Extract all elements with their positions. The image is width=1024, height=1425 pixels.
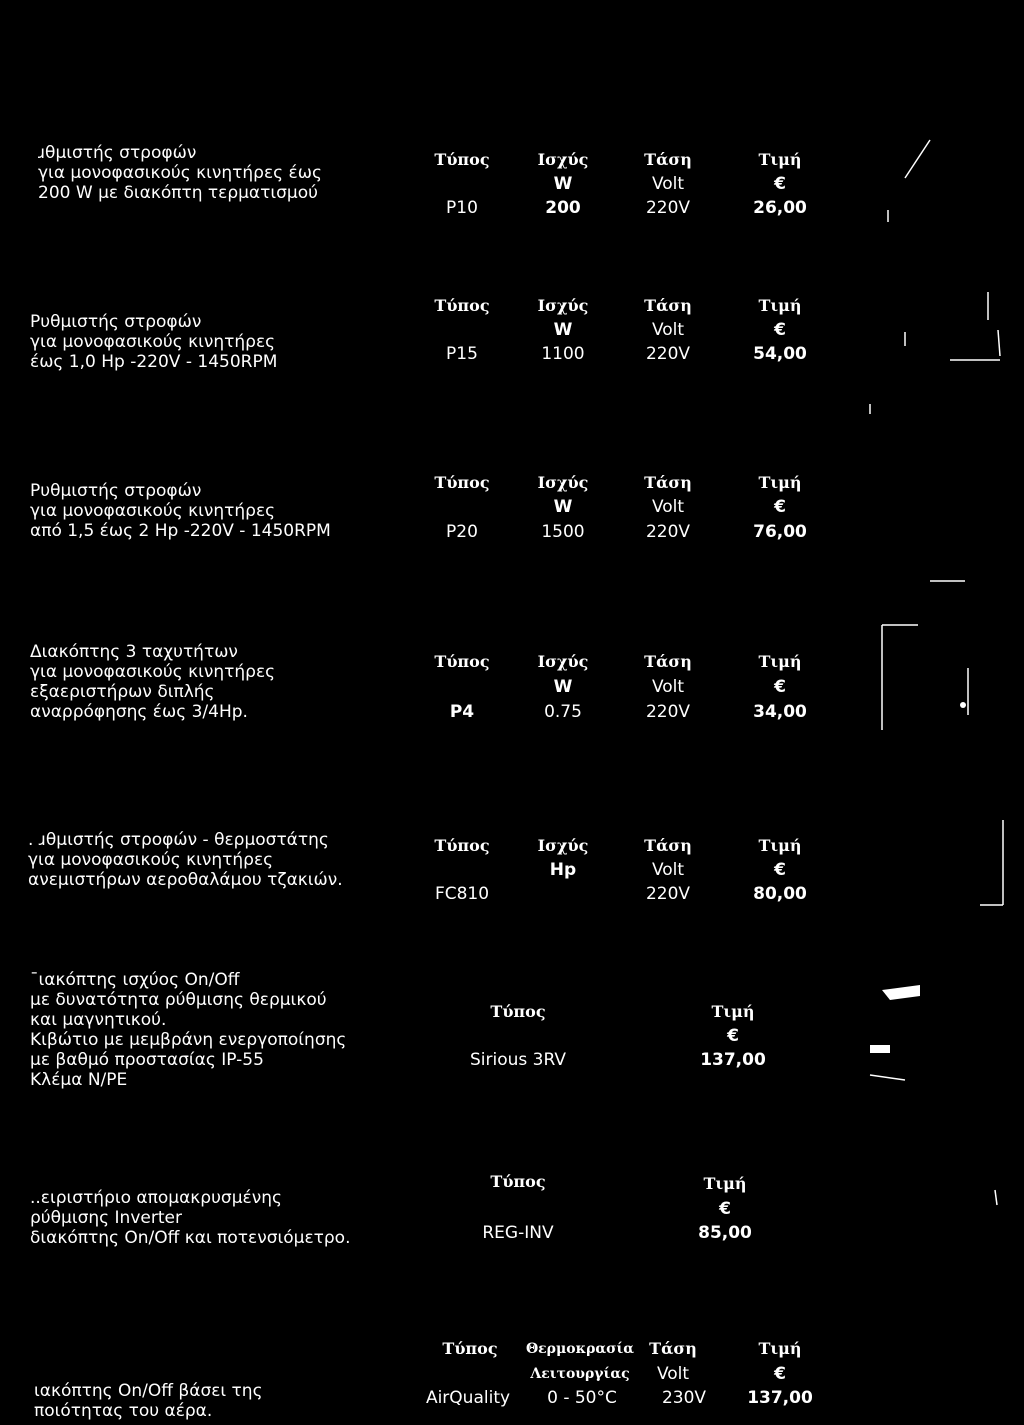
unit-voltage: Volt — [651, 677, 685, 697]
header-price: Τιμή — [758, 652, 802, 671]
description-line: . ɹθμιστής στροφών - θερμοστάτης — [28, 830, 329, 850]
header-price: Τιμή — [758, 150, 802, 169]
value-price: 76,00 — [753, 522, 807, 542]
unit-price: € — [774, 1364, 786, 1384]
description-line: 200 W με διακόπτη τερματισμού — [38, 183, 318, 203]
value-power: 0.75 — [544, 702, 582, 722]
value-type: FC810 — [434, 884, 490, 904]
value-price: 80,00 — [753, 884, 807, 904]
description-line: για μονοφασικούς κινητήρες — [28, 850, 274, 870]
description-line: αναρρόφησης έως 3/4Hp. — [30, 702, 248, 722]
description-line: ιακόπτης On/Off βάσει της — [34, 1381, 263, 1401]
header-type: Τύπος — [442, 1339, 498, 1358]
value-price: 85,00 — [698, 1223, 752, 1243]
product-description — [30, 481, 331, 541]
unit-power: W — [553, 174, 573, 194]
header-type: Τύπος — [434, 473, 490, 492]
unit-voltage: Volt — [651, 174, 685, 194]
unit-voltage: Volt — [651, 497, 685, 517]
description-line: έως 1,0 Hp -220V - 1450RPM — [30, 352, 278, 372]
header-voltage: Τάση — [644, 652, 692, 671]
header-power: Ισχύς — [537, 473, 589, 492]
description-line: ɹθμιστής στροφών — [38, 143, 197, 163]
description-line: Κλέμα N/PE — [30, 1070, 128, 1090]
header-price: Τιμή — [758, 836, 802, 855]
product-description — [28, 830, 343, 890]
description-line: Κιβώτιο με μεμβράνη ενεργοποίησης — [30, 1030, 347, 1050]
header-voltage: Τάση — [644, 836, 692, 855]
description-line: με δυνατότητα ρύθμισης θερμικού — [30, 990, 327, 1010]
value-type: P4 — [449, 702, 475, 722]
description-line: εξαεριστήρων διπλής — [30, 682, 215, 702]
header-power: Ισχύς — [537, 150, 589, 169]
unit-power: W — [553, 320, 573, 340]
value-power: 1100 — [541, 344, 585, 364]
value-temperature: 0 - 50°C — [547, 1388, 617, 1408]
value-power: 1500 — [541, 522, 585, 542]
description-line: και μαγνητικού. — [30, 1010, 167, 1030]
unit-power: W — [553, 677, 573, 697]
header-type: Τύπος — [490, 1002, 546, 1021]
description-line: για μονοφασικούς κινητήρες — [30, 501, 276, 521]
description-line: ανεμιστήρων αεροθαλάμου τζακιών. — [28, 870, 343, 890]
description-line: με βαθμό προστασίας IP-55 — [30, 1050, 264, 1070]
header-price: Τιμή — [758, 296, 802, 315]
product-description — [30, 970, 346, 1090]
unit-power: W — [553, 497, 573, 517]
header-voltage: Τάση — [644, 473, 692, 492]
unit-power: Hp — [549, 860, 577, 880]
header-type: Τύπος — [434, 150, 490, 169]
value-type: P10 — [446, 198, 478, 218]
unit-voltage: Volt — [651, 860, 685, 880]
value-type: AirQuality — [425, 1388, 511, 1408]
product-description — [30, 312, 277, 372]
header-power: Ισχύς — [537, 836, 589, 855]
value-power: 200 — [545, 198, 581, 218]
unit-price: € — [774, 860, 786, 880]
description-line: ποιότητας του αέρα. — [34, 1401, 213, 1421]
description-line: από 1,5 έως 2 Hp -220V - 1450RPM — [30, 521, 331, 541]
unit-voltage: Volt — [656, 1364, 690, 1384]
header-power: Ισχύς — [537, 652, 589, 671]
header-voltage: Τάση — [644, 296, 692, 315]
header-type: Τύπος — [434, 652, 490, 671]
value-type: P20 — [446, 522, 478, 542]
product-description — [34, 1381, 263, 1421]
header-type: Τύπος — [434, 836, 490, 855]
product-description — [30, 642, 275, 722]
unit-price: € — [774, 677, 786, 697]
product-description — [38, 143, 322, 203]
description-line: για μονοφασικούς κινητήρες — [30, 662, 276, 682]
value-voltage: 230V — [661, 1388, 707, 1408]
header-price: Τιμή — [703, 1174, 747, 1193]
header-price: Τιμή — [711, 1002, 755, 1021]
value-voltage: 220V — [645, 198, 691, 218]
unit-price: € — [774, 174, 786, 194]
unit-voltage: Volt — [651, 320, 685, 340]
value-voltage: 220V — [645, 884, 691, 904]
unit-price: € — [774, 320, 786, 340]
description-line: ρύθμισης Inverter — [30, 1208, 182, 1228]
description-line: Ρυθμιστής στροφών — [30, 481, 202, 501]
description-line: ˉιακόπτης ισχύος On/Off — [30, 970, 240, 990]
description-line: ..ειριστήριο απομακρυσμένης — [30, 1188, 282, 1208]
value-type: Sirious 3RV — [470, 1050, 566, 1070]
unit-price: € — [719, 1199, 731, 1219]
value-voltage: 220V — [645, 522, 691, 542]
header-type: Τύπος — [434, 296, 490, 315]
header-price: Τιμή — [758, 1339, 802, 1358]
description-line: Ρυθμιστής στροφών — [30, 312, 202, 332]
header-voltage: Τάση — [644, 150, 692, 169]
header-price: Τιμή — [758, 473, 802, 492]
value-type: P15 — [446, 344, 478, 364]
value-price: 26,00 — [753, 198, 807, 218]
product-description — [30, 1188, 351, 1248]
value-price: 34,00 — [753, 702, 807, 722]
value-voltage: 220V — [645, 344, 691, 364]
header-voltage: Τάση — [649, 1339, 697, 1358]
unit-price: € — [727, 1026, 739, 1046]
unit-temperature: Λειτουργίας — [530, 1366, 630, 1382]
unit-price: € — [774, 497, 786, 517]
description-line: Διακόπτης 3 ταχυτήτων — [30, 642, 238, 662]
header-type: Τύπος — [490, 1172, 546, 1191]
value-voltage: 220V — [645, 702, 691, 722]
header-temperature: Θερμοκρασία — [525, 1341, 635, 1357]
value-type: REG-INV — [482, 1223, 554, 1243]
description-line: διακόπτης On/Off και ποτενσιόμετρο. — [30, 1228, 351, 1248]
description-line: για μονοφασικούς κινητήρες — [30, 332, 276, 352]
value-price: 54,00 — [753, 344, 807, 364]
description-line: για μονοφασικούς κινητήρες έως — [38, 163, 322, 183]
value-price: 137,00 — [747, 1388, 813, 1408]
value-price: 137,00 — [700, 1050, 766, 1070]
header-power: Ισχύς — [537, 296, 589, 315]
